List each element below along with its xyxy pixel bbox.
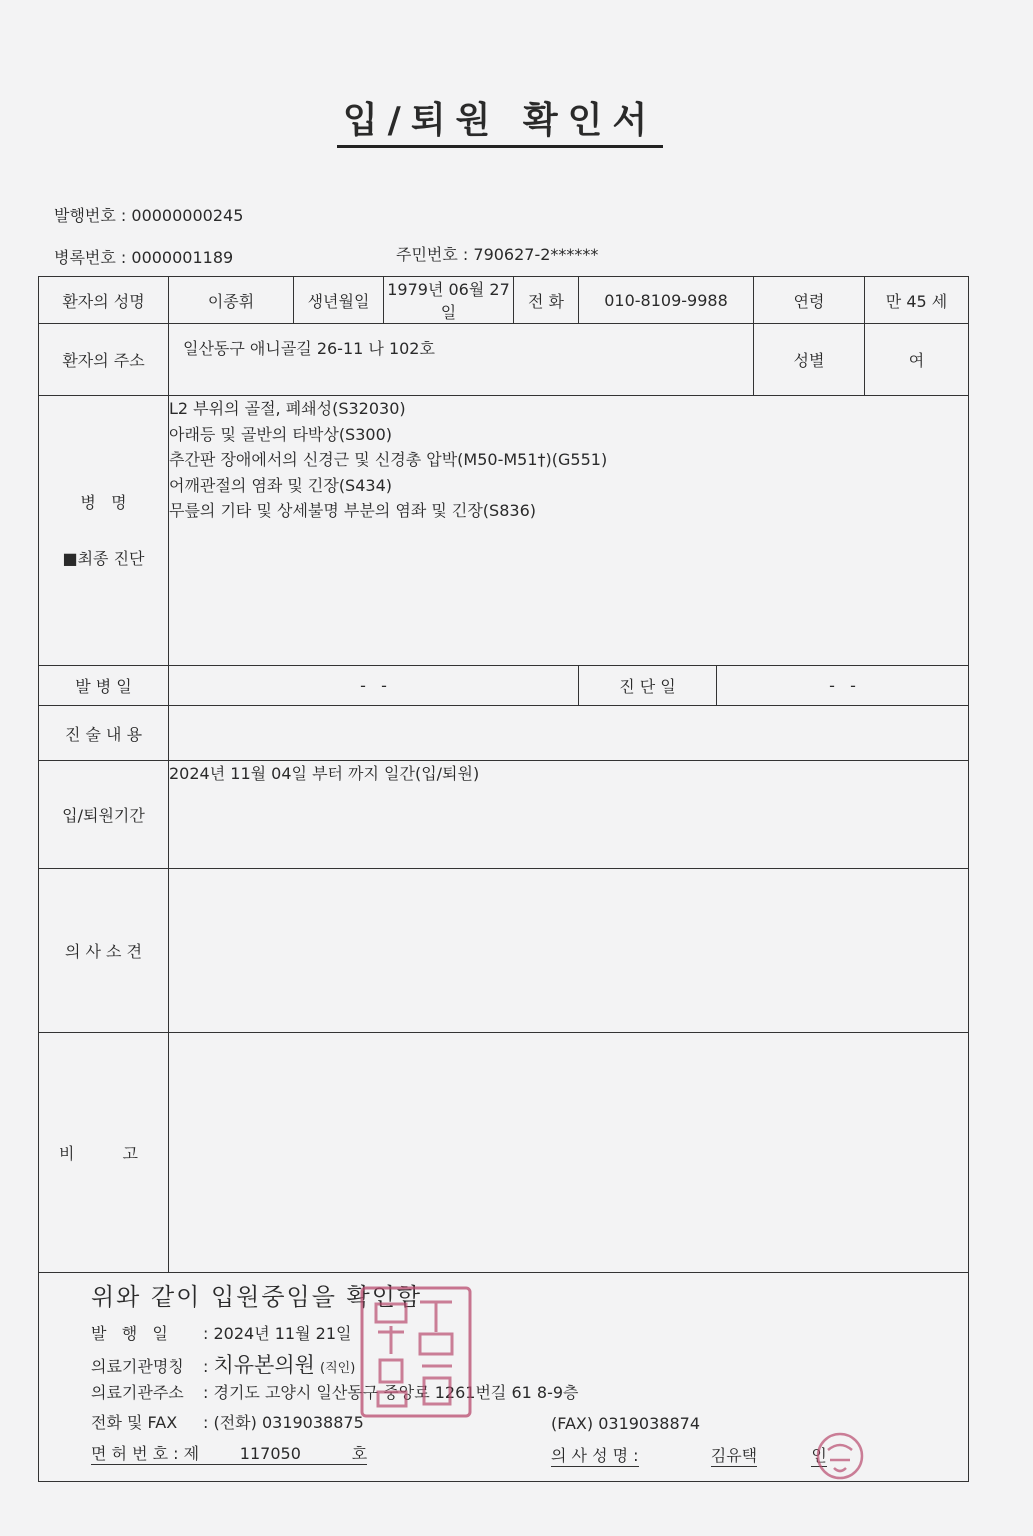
- address-label: 환자의 주소: [39, 324, 169, 396]
- age-label: 연령: [754, 277, 865, 324]
- diagnosis-item: 어깨관절의 염좌 및 긴장(S434): [169, 475, 392, 495]
- diag-date-label: 진 단 일: [579, 666, 717, 706]
- period-row: [39, 761, 969, 869]
- onset-label: 발 병 일: [39, 666, 169, 706]
- disease-name-label: 병 명: [80, 492, 127, 512]
- diagnosis-item: 아래등 및 골반의 타박상(S300): [169, 424, 392, 444]
- patient-row: [39, 277, 969, 324]
- remarks-label: 비 고: [39, 1033, 169, 1273]
- issued-date-row: 발 행 일 : 2024년 11월 21일: [91, 1324, 352, 1343]
- doctor-row: 의 사 성 명 : 김유택 인: [551, 1446, 827, 1465]
- document-title: 입/퇴원 확인서: [0, 92, 1000, 143]
- certificate-table: [38, 276, 969, 1273]
- confirmation-text: 위와 같이 입원중임을 확인함: [91, 1283, 423, 1311]
- doctor-signature-stamp: [812, 1428, 868, 1484]
- remarks-row: [39, 1033, 969, 1273]
- name-label: 환자의 성명: [39, 277, 169, 324]
- institution-seal-label: (직인): [320, 1361, 356, 1376]
- onset-row: [39, 666, 969, 706]
- license-number: 117050: [239, 1444, 301, 1463]
- phone-fax-row: 전화 및 FAX : (전화) 0319038875: [91, 1413, 364, 1432]
- period-value: 2024년 11월 04일 부터 까지 일간(입/퇴원): [169, 761, 969, 869]
- fax-number: (FAX) 0319038874: [551, 1414, 701, 1433]
- sex-value: 여: [865, 324, 969, 396]
- opinion-row: [39, 869, 969, 1033]
- opinion-value: [169, 869, 969, 1033]
- resident-number: 주민번호 : 790627-2******: [396, 245, 599, 264]
- statement-value: [169, 706, 969, 761]
- doctor-seal-label: 인: [811, 1446, 827, 1465]
- birth-label: 생년월일: [294, 277, 384, 324]
- phone-label: 전 화: [514, 277, 579, 324]
- diagnosis-row: [39, 396, 969, 666]
- diagnosis-item: L2 부위의 골절, 폐쇄성(S32030): [169, 399, 406, 418]
- period-label: 입/퇴원기간: [39, 761, 169, 869]
- statement-row: [39, 706, 969, 761]
- issue-number: 발행번호 : 00000000245: [54, 206, 244, 225]
- patient-name: 이종휘: [169, 277, 294, 324]
- diagnosis-item: 추간판 장애에서의 신경근 및 신경총 압박(M50-M51†)(G551): [169, 450, 608, 469]
- phone-number: 010-8109-9988: [579, 277, 754, 324]
- record-number: 병록번호 : 0000001189: [54, 248, 234, 267]
- remarks-value: [169, 1033, 969, 1273]
- institution-name: 치유본의원: [213, 1353, 315, 1377]
- age-value: 만 45 세: [865, 277, 969, 324]
- institution-seal-stamp: [358, 1282, 474, 1422]
- diagnosis-list: [169, 396, 969, 666]
- statement-label: 진 술 내 용: [39, 706, 169, 761]
- final-diagnosis-label: ■최종 진단: [62, 548, 145, 568]
- diagnosis-label: [39, 396, 169, 666]
- address-row: [39, 324, 969, 396]
- sex-label: 성별: [754, 324, 865, 396]
- opinion-label: 의 사 소 견: [39, 869, 169, 1033]
- onset-value: - -: [169, 666, 579, 706]
- doctor-name: 김유택: [710, 1446, 758, 1465]
- patient-address: 일산동구 애니골길 26-11 나 102호: [169, 324, 754, 396]
- institution-address-row: 의료기관주소 : 경기도 고양시 일산동구 중앙로 1261번길 61 8-9층: [91, 1383, 579, 1402]
- birth-date: 1979년 06월 27일: [384, 277, 514, 324]
- diagnosis-item: 무릎의 기타 및 상세불명 부분의 염좌 및 긴장(S836): [169, 501, 536, 520]
- institution-row: 의료기관명칭 : 치유본의원 (직인): [91, 1353, 356, 1377]
- diag-date-value: - -: [717, 666, 969, 706]
- license-row: 면 허 번 호 : 제 117050 호: [91, 1444, 368, 1463]
